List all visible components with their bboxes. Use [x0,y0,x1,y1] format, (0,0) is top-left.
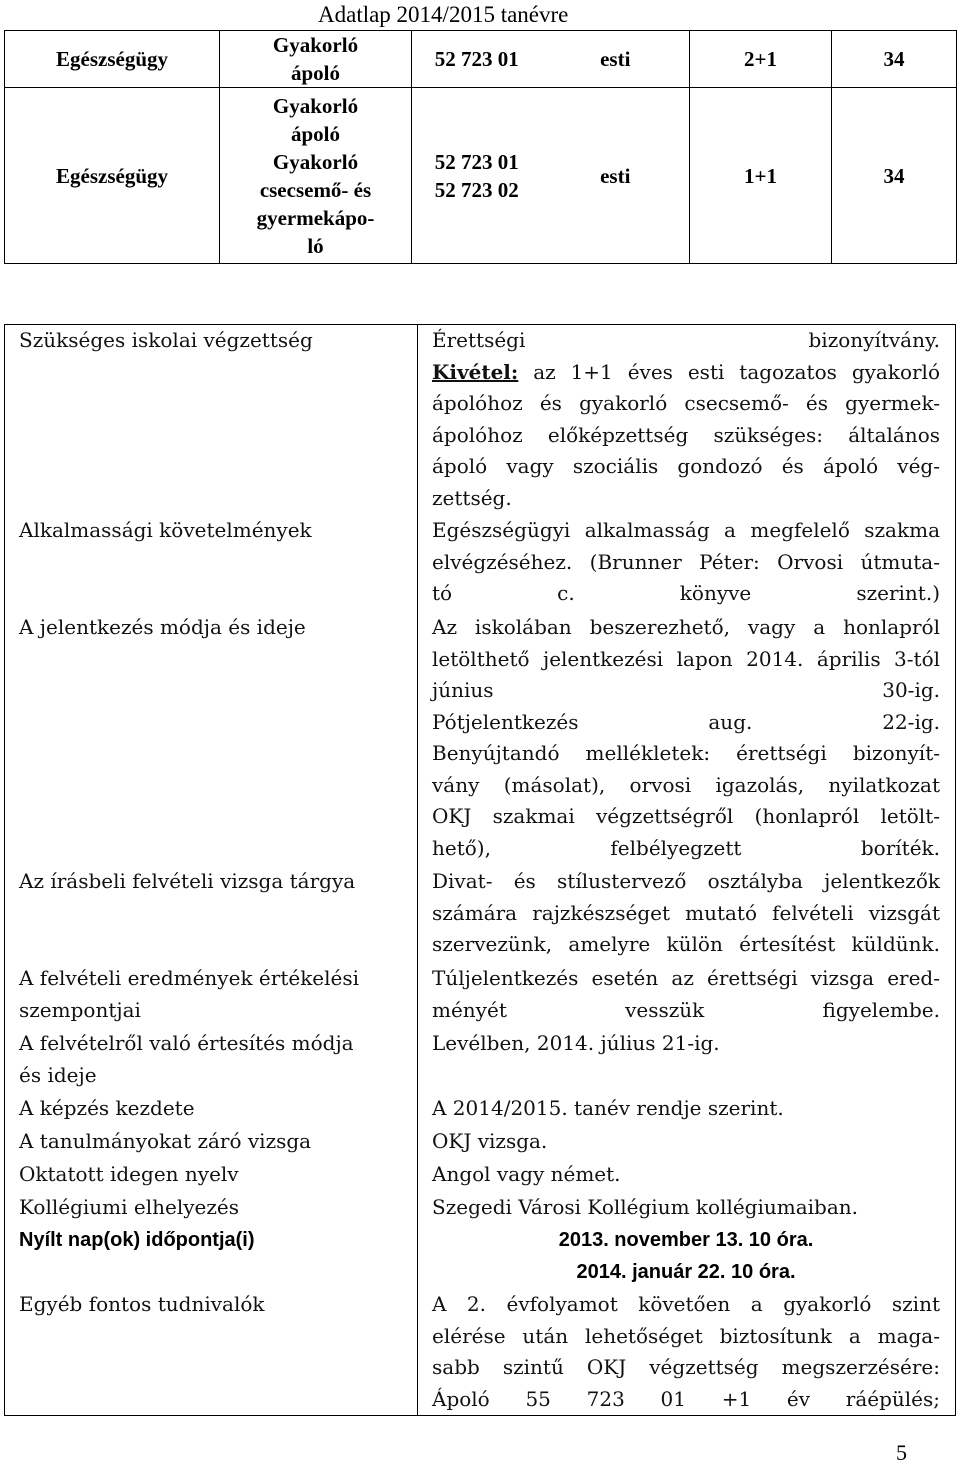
label-evaluation: A felvételi eredmények értékelési szempontjai [19,966,360,1022]
program-duration: 1+1 [690,88,832,264]
program-schedule: esti [542,31,690,88]
value-language: Angol vagy német. [432,1162,621,1186]
label-language: Oktatott idegen nyelv [19,1162,239,1186]
program-schedule: esti [542,88,690,264]
label-school-requirement: Szükséges iskolai végzettség [19,328,313,352]
value-school-requirement: Érettségi bizonyítvány. Kivétel: az 1+1 éves esti tagozatos gyakorló ápolóhoz és gyakorló csecsemő- és gyermek- ápolóhoz előképzettség szükséges: általános ápoló vagy szociális gondozó és ápoló vég- zettség. [432,328,940,510]
program-area: Egészségügy [5,31,220,88]
value-start: A 2014/2015. tanév rendje szerint. [432,1096,784,1120]
column-divider [417,325,418,1415]
program-duration: 2+1 [690,31,832,88]
table-row [5,88,957,264]
label-application: A jelentkezés módja és ideje [19,615,306,639]
admission-info-table [4,324,956,1416]
label-dormitory: Kollégiumi elhelyezés [19,1195,239,1219]
page-number: 5 [896,1440,907,1465]
value-evaluation: Túljelentkezés esetén az érettségi vizsga ered- ményét vesszük figyelembe. [432,966,940,1022]
label-other-info: Egyéb fontos tudnivalók [19,1292,265,1316]
program-area: Egészségügy [5,88,220,264]
value-other-info: A 2. évfolyamot követően a gyakorló szint elérése után lehetőséget biztosítunk a maga- sabb szintű OKJ végzettség megszerzésére: Ápoló 55 723 01 +1 év ráépülés; [432,1292,940,1411]
program-count: 34 [832,88,957,264]
label-written-exam: Az írásbeli felvételi vizsga tárgya [19,869,356,893]
value-dormitory: Szegedi Városi Kollégium kollégiumaiban. [432,1195,859,1219]
page-caption: Adatlap 2014/2015 tanévre [318,2,569,27]
program-code: 52 723 01 52 723 02 [412,88,542,264]
label-aptitude: Alkalmassági követelmények [19,518,312,542]
label-notification: A felvételről való értesítés módja és ideje [19,1031,354,1087]
value-final-exam: OKJ vizsga. [432,1129,548,1153]
program-name: Gyakorló ápoló [220,31,412,88]
program-count: 34 [832,31,957,88]
label-open-day: Nyílt nap(ok) időpontja(i) [19,1229,255,1251]
value-open-day: 2013. november 13. 10 óra. 2014. január 22. 10 óra. [558,1229,814,1283]
value-aptitude: Egészségügyi alkalmasság a megfelelő szakma elvégzéséhez. (Brunner Péter: Orvosi útmuta- tó c. könyve szerint.) [432,518,940,605]
table-row [5,31,957,88]
program-name: Gyakorló ápoló Gyakorló csecsemő- és gyermekápo- ló [220,88,412,264]
label-start: A képzés kezdete [19,1096,195,1120]
value-written-exam: Divat- és stílustervező osztályba jelentkezők számára rajzkészséget mutató felvételi vizsgát szervezünk, amelyre külön értesítést küldünk. [432,869,940,956]
value-application: Az iskolában beszerezhető, vagy a honlapról letölthető jelentkezési lapon 2014. április 3-tól június 30-ig. Pótjelentkezés aug. 22-ig. Benyújtandó mellékletek: érettségi bizonyít- vány (másolat), orvosi igazolás, nyilatkozat OKJ szakmai végzettségről (honlapról letölt- hető), felbélyegzett boríték. [432,615,940,860]
programs-table [4,30,957,264]
program-code: 52 723 01 [412,31,542,88]
label-final-exam: A tanulmányokat záró vizsga [19,1129,312,1153]
value-notification: Levélben, 2014. július 21-ig. [432,1031,720,1055]
exception-label: Kivétel: [432,359,519,384]
